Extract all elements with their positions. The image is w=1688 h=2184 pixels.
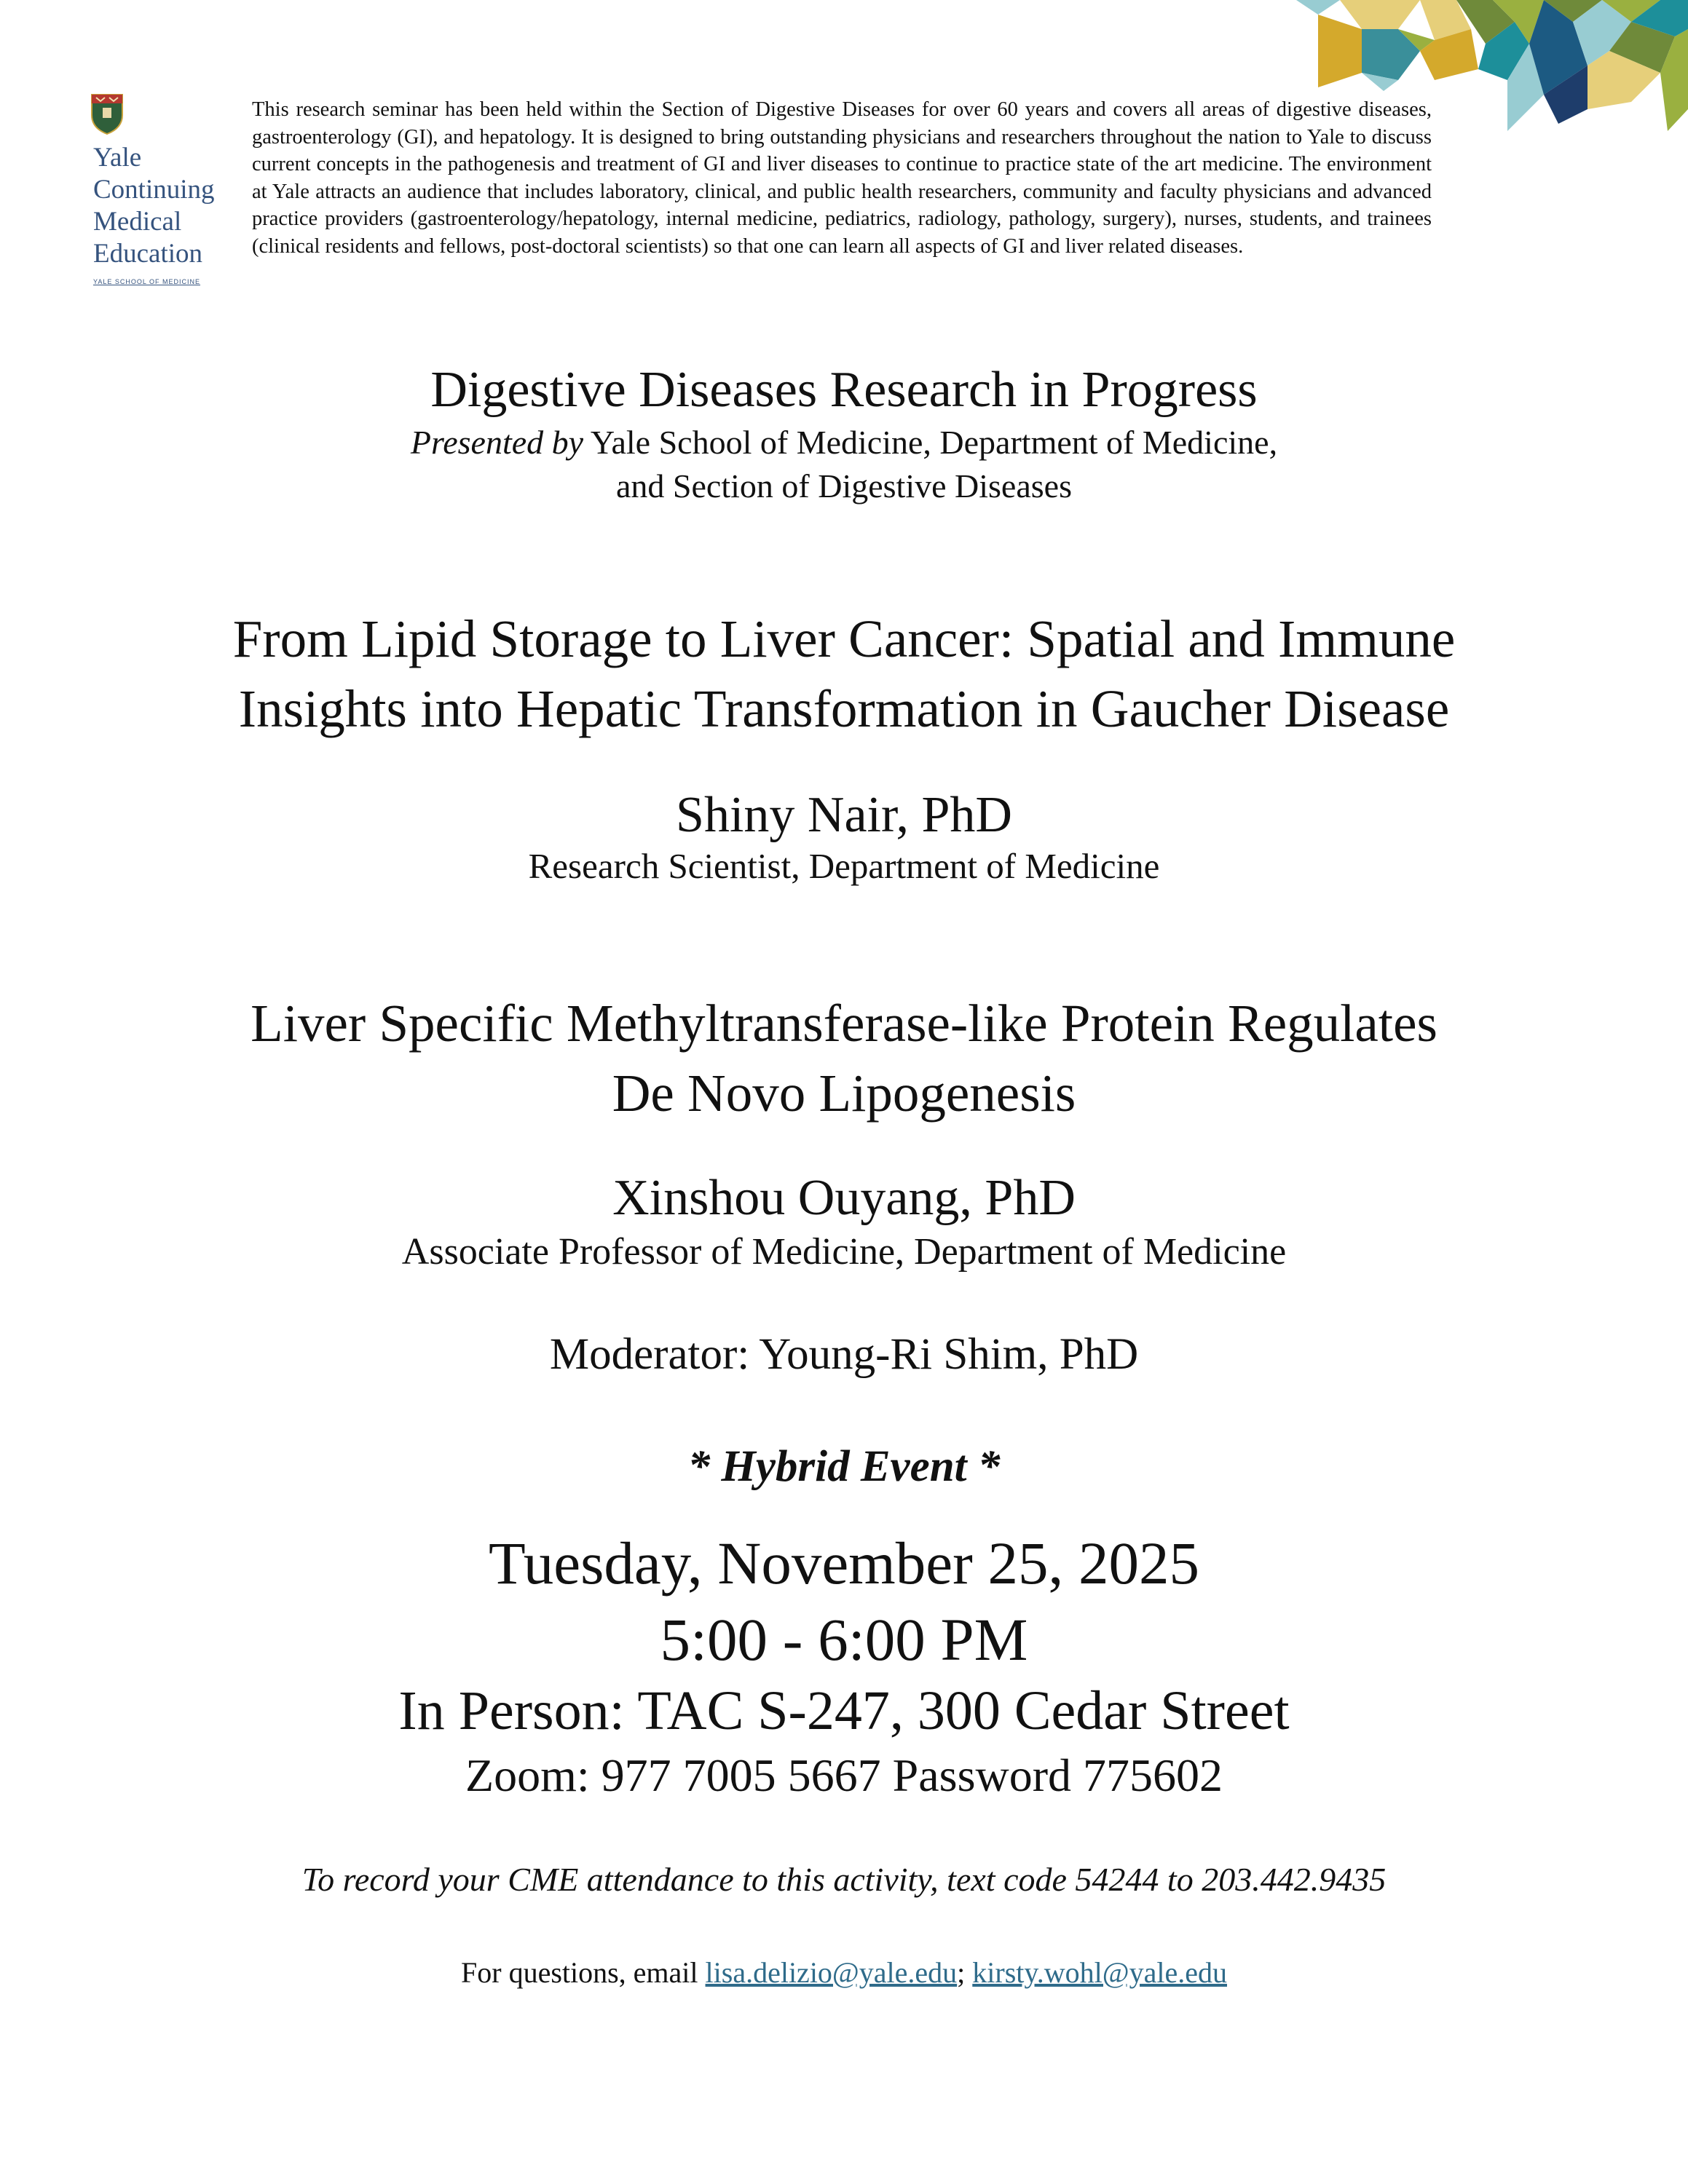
talk-1-speaker: Shiny Nair, PhD (676, 787, 1012, 843)
logo-line-education: Education (93, 239, 203, 269)
presented-by-label: Presented by (410, 424, 584, 461)
yale-shield-icon (90, 93, 124, 135)
talk-2-title (73, 989, 1615, 1128)
event-date: Tuesday, November 25, 2025 (489, 1530, 1199, 1597)
talk-2-speaker-role: Associate Professor of Medicine, Department of Medicine (401, 1231, 1287, 1273)
questions-prefix: For questions, email (461, 1956, 706, 1989)
logo-line-continuing: Continuing (93, 175, 215, 205)
hybrid-event-label: * Hybrid Event * (687, 1442, 1001, 1491)
yale-cme-logo (86, 90, 239, 294)
talk-2-speaker: Xinshou Ouyang, PhD (612, 1170, 1076, 1226)
talk-1-speaker-role: Research Scientist, Department of Medicine (528, 846, 1160, 886)
presented-by-line (73, 424, 1615, 462)
talk-1-title-line-1: From Lipid Storage to Liver Cancer: Spatial and Immune (232, 609, 1456, 668)
talk-1-title (73, 604, 1615, 744)
decorative-mosaic (1267, 0, 1688, 197)
talk-2-title-line-2: De Novo Lipogenesis (612, 1064, 1076, 1123)
presented-by-line-2: and Section of Digestive Diseases (616, 467, 1072, 505)
event-time: 5:00 - 6:00 PM (660, 1606, 1028, 1673)
questions-line (73, 1956, 1615, 1990)
talk-2-title-line-1: Liver Specific Methyltransferase-like Protein Regulates (251, 994, 1437, 1053)
email-separator: ; (957, 1956, 973, 1989)
email-link-kirsty[interactable]: kirsty.wohl@yale.edu (972, 1956, 1227, 1989)
logo-school-name: YALE SCHOOL OF MEDICINE (93, 278, 201, 285)
cme-instructions: To record your CME attendance to this activity, text code 54244 to 203.442.9435 (301, 1861, 1387, 1898)
email-link-lisa[interactable]: lisa.delizio@yale.edu (705, 1956, 958, 1989)
moderator: Moderator: Young-Ri Shim, PhD (549, 1330, 1139, 1379)
series-title: Digestive Diseases Research in Progress (430, 362, 1258, 418)
zoom-info: Zoom: 977 7005 5667 Password 775602 (465, 1749, 1223, 1801)
talk-1-title-line-2: Insights into Hepatic Transformation in Gaucher Disease (238, 679, 1450, 738)
intro-paragraph: This research seminar has been held within the Section of Digestive Diseases for over 60 years and covers all areas of digestive diseases, gastroenterology (GI), and hepatology. It is designed to bring outstanding physicians and researchers throughout the nation to Yale to discuss current concepts in the pathogenesis and treatment of GI and liver diseases to continue to practice state of the art medicine. The environment at Yale attracts an audience that includes laboratory, clinical, and public health researchers, community and faculty physicians and advanced practice providers (gastroenterology/hepatology, internal medicine, pediatrics, radiology, pathology, surgery), nurses, students, and trainees (clinical residents and fellows, post-doctoral scientists) so that one can learn all aspects of GI and liver related diseases. (252, 98, 1432, 258)
presented-by-text: Yale School of Medicine, Department of Medicine, (583, 424, 1278, 461)
logo-line-medical: Medical (93, 207, 182, 237)
event-location: In Person: TAC S-247, 300 Cedar Street (398, 1680, 1290, 1741)
logo-line-yale: Yale (93, 143, 142, 173)
